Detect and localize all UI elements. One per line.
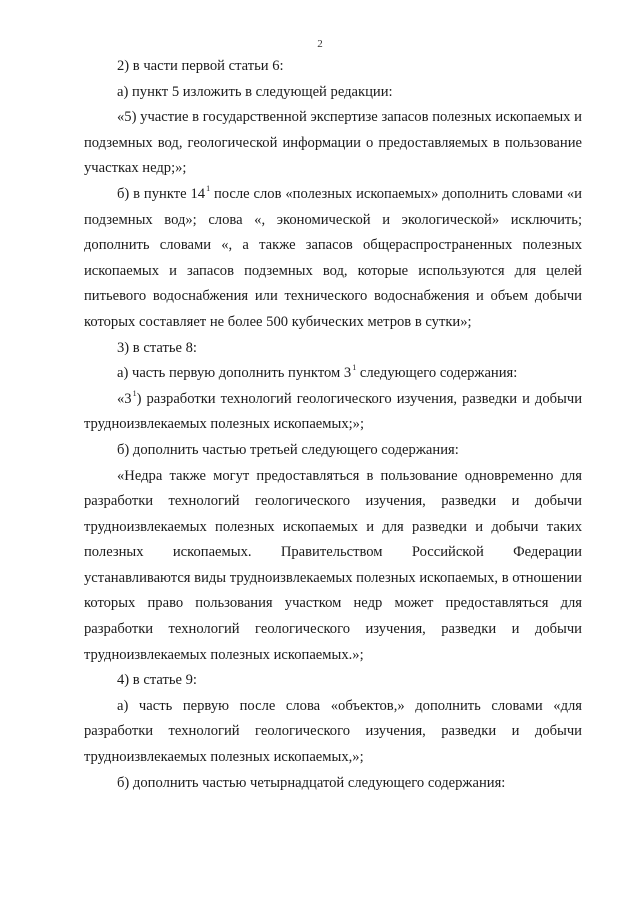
paragraph-article-9-heading: 4) в статье 9: <box>117 672 197 689</box>
paragraph-text-part: после слов «полезных ископаемых» дополнить словами «и подземных вод»; слова «, экономической и экологической» исключить; дополнить словами «, а также запасов общераспространенных полезных ископаемых и запасов подземных вод, которые используются для целей питьевого водоснабжения или технического водоснабжения и объем добычи которых составляет не более 500 кубических метров в сутки»; <box>84 185 582 330</box>
paragraph-item-5-heading: а) пункт 5 изложить в следующей редакции: <box>117 83 393 100</box>
superscript-number: 1 <box>206 183 211 193</box>
paragraph-text-part: а) часть первую дополнить пунктом 3 <box>117 365 352 382</box>
document-body <box>84 54 582 796</box>
paragraph-article-6-heading: 2) в части первой статьи 6: <box>117 58 284 74</box>
paragraph-part-3-text: «Недра также могут предоставляться в пользование одновременно для разработки технологий геологического изучения, разведки и добычи трудноизвлекаемых полезных ископаемых и для разведки и добычи таких полезных ископаемых. Правительством Российской Федерации устанавливаются виды трудноизвлекаемых полезных ископаемых, в отношении которых право пользования участком недр может предоставляться для разработки технологий геологического изучения, разведки и добычи трудноизвлекаемых полезных ископаемых.»; <box>84 467 582 663</box>
paragraph-text-part: б) в пункте 14 <box>117 185 206 202</box>
paragraph-item-5-text: «5) участие в государственной экспертизе запасов полезных ископаемых и подземных вод, геологической информации о предоставляемых в пользование участках недр;»; <box>84 109 582 177</box>
page-number: 2 <box>317 38 323 50</box>
paragraph-part-3-heading: б) дополнить частью третьей следующего содержания: <box>117 441 459 458</box>
superscript-number: 1 <box>132 388 137 398</box>
paragraph-item-3-1-text <box>84 387 582 438</box>
paragraph-article-8-heading: 3) в статье 8: <box>117 339 197 356</box>
paragraph-item-3-1-heading <box>84 361 582 387</box>
paragraph-text-part: «3 <box>117 390 132 407</box>
paragraph-text-part: следующего содержания: <box>356 365 518 382</box>
paragraph-article-9-part-1: а) часть первую после слова «объектов,» дополнить словами «для разработки технологий геологического изучения, разведки и добычи трудноизвлекаемых полезных ископаемых,»; <box>84 697 582 766</box>
paragraph-article-9-part-14-heading: б) дополнить частью четырнадцатой следующего содержания: <box>117 774 506 791</box>
paragraph-item-14-1-amendment <box>84 182 582 336</box>
superscript-number: 1 <box>352 363 357 373</box>
paragraph-text-part: ) разработки технологий геологического изучения, разведки и добычи трудноизвлекаемых полезных ископаемых;»; <box>84 390 582 433</box>
